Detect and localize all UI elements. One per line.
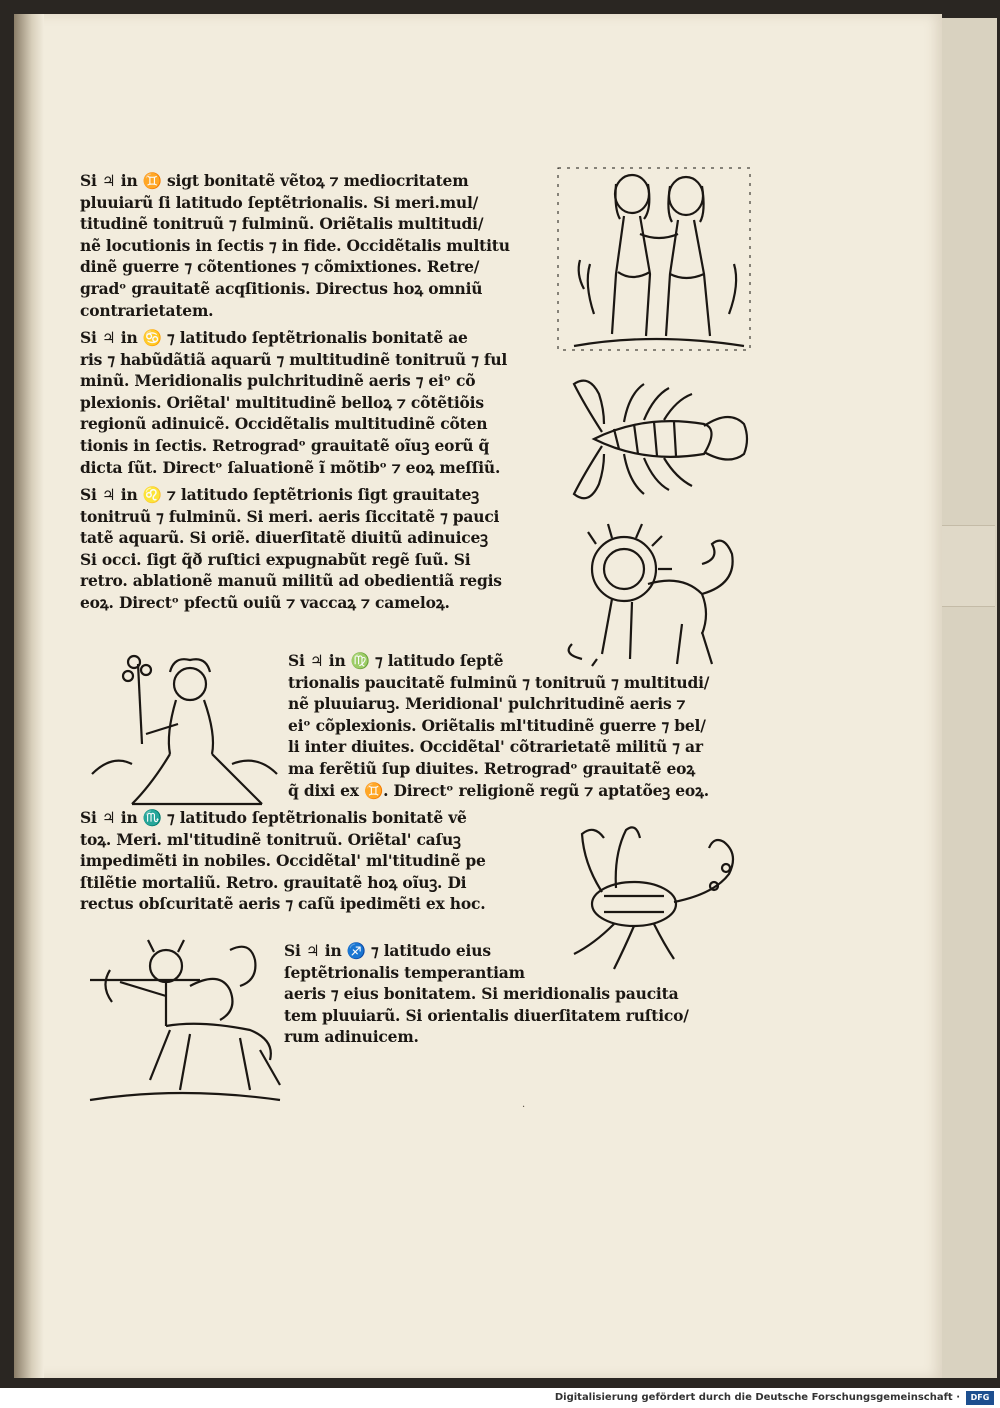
text-line: tionis in ſectis. Retrogradᵒ grauitatẽ oĩuꝫ eorũ q̃ (80, 435, 490, 455)
paragraph-scorpio (80, 807, 486, 915)
text-line: gradᵒ grauitatẽ acqſitionis. Directus hoꝝ omniũ (80, 278, 483, 298)
text-line: Si ♃ in ♐ ⁊ latitudo eius (284, 941, 491, 960)
text-line: ma ferẽtiũ ſup diuites. Retrogradᵒ grauitatẽ eoꝝ (288, 758, 696, 778)
paragraph-gemini (80, 170, 510, 321)
sagittarius-centaur-woodcut (80, 930, 290, 1110)
text-line: pluuiarũ ſi latitudo ſeptẽtrionalis. Si meri.mul/ (80, 192, 479, 212)
text-line: Si ♃ in ♏ ⁊ latitudo ſeptẽtrionalis bonitatẽ vẽ (80, 808, 467, 827)
text-line: Si ♃ in ♌ ⁊ latitudo ſeptẽtrionis ſigt grauitateꝫ (80, 485, 479, 504)
leo-lion-woodcut (552, 514, 752, 674)
ink-mark: · (522, 1102, 526, 1113)
text-line: dinẽ guerre ⁊ cõtentiones ⁊ cõmixtiones. Retre/ (80, 257, 480, 277)
paragraph-leo (80, 484, 502, 614)
page-gutter (14, 14, 44, 1378)
text-line: impedimẽti in nobiles. Occidẽtal' ml'titudinẽ pe (80, 851, 486, 871)
text-line: Si occi. ſigt q̃ð ruſtici expugnabũt regẽ ſuũ. Si (80, 549, 471, 569)
text-line: aeris ⁊ eius bonitatem. Si meridionalis paucita (284, 984, 679, 1004)
cancer-crayfish-woodcut (554, 354, 754, 524)
text-line: tatẽ aquarũ. Si oriẽ. diuerſitatẽ diuitũ adinuiceꝫ (80, 528, 488, 548)
dfg-logo-icon: DFG (966, 1391, 994, 1405)
text-line: minũ. Meridionalis pulchritudinẽ aeris ⁊ eiᵒ cõ (80, 371, 476, 391)
text-line: Si ♃ in ♋ ⁊ latitudo ſeptẽtrionalis bonitatẽ ae (80, 328, 468, 347)
text-line: q̃ dixi ex ♊. Directᵒ religionẽ regũ ⁊ aptatõeꝫ eoꝝ. (288, 780, 709, 800)
book-page (14, 14, 942, 1378)
text-line: rectus obſcuritatẽ aeris ⁊ caſũ ipedimẽti ex hoc. (80, 894, 486, 914)
virgo-maiden-woodcut (82, 644, 282, 814)
text-line: eiᵒ cõplexionis. Oriẽtalis ml'titudinẽ guerre ⁊ bel/ (288, 715, 706, 735)
text-line: contrarietatem. (80, 300, 214, 320)
text-line: plexionis. Oriẽtal' multitudinẽ belloꝝ ⁊ cõtẽtiõis (80, 392, 484, 412)
text-line: li inter diuites. Occidẽtal' cõtrarietatẽ militũ ⁊ ar (288, 737, 703, 757)
text-line: rum adinuicem. (284, 1027, 419, 1047)
text-line: Si ♃ in ♊ sigt bonitatẽ vẽtoꝝ ⁊ mediocritatem (80, 171, 469, 190)
text-line: ſtilẽtie mortaliũ. Retro. grauitatẽ hoꝝ oĩuꝫ. Di (80, 872, 467, 892)
text-line: retro. ablationẽ manuũ militũ ad obedientiã regis (80, 571, 502, 591)
text-line: nẽ locutionis in ſectis ⁊ in fide. Occidẽtalis multitu (80, 235, 510, 255)
text-line: ris ⁊ habũdãtiã aquarũ ⁊ multitudinẽ tonitruũ ⁊ ful (80, 349, 508, 369)
text-line: Si ♃ in ♍ ⁊ latitudo ſeptẽ (288, 651, 504, 670)
text-line: dicta ſũt. Directᵒ ſaluationẽ ĩ mõtibᵒ ⁊ eoꝝ meſſiũ. (80, 457, 501, 477)
text-line: tem pluuiarũ. Si orientalis diuerſitatem ruſtico/ (284, 1005, 689, 1025)
text-line: eoꝝ. Directᵒ pfectũ ouiũ ⁊ vaccaꝝ ⁊ cameloꝝ. (80, 592, 450, 612)
text-line: regionũ adinuicẽ. Occidẽtalis multitudinẽ cõten (80, 414, 488, 434)
text-line: toꝝ. Meri. ml'titudinẽ tonitruũ. Oriẽtal' caſuꝫ (80, 829, 461, 849)
text-line: trionalis paucitatẽ fulminũ ⁊ tonitruũ ⁊ multitudi/ (288, 672, 710, 692)
text-line: nẽ pluuiaruꝫ. Meridional' pulchritudinẽ aeris ⁊ (288, 694, 686, 714)
text-line: tonitruũ ⁊ fulminũ. Si meri. aeris ſiccitatẽ ⁊ pauci (80, 506, 500, 526)
paragraph-cancer (80, 327, 507, 478)
text-line: ſeptẽtrionalis temperantiam (284, 962, 525, 982)
gemini-woodcut (554, 164, 754, 354)
text-line: titudinẽ tonitruũ ⁊ fulminũ. Oriẽtalis multitudi/ (80, 214, 484, 234)
funding-credit: Digitalisierung gefördert durch die Deutsche Forschungsgemeinschaft · (554, 1392, 960, 1403)
scorpio-scorpion-woodcut (554, 814, 754, 979)
